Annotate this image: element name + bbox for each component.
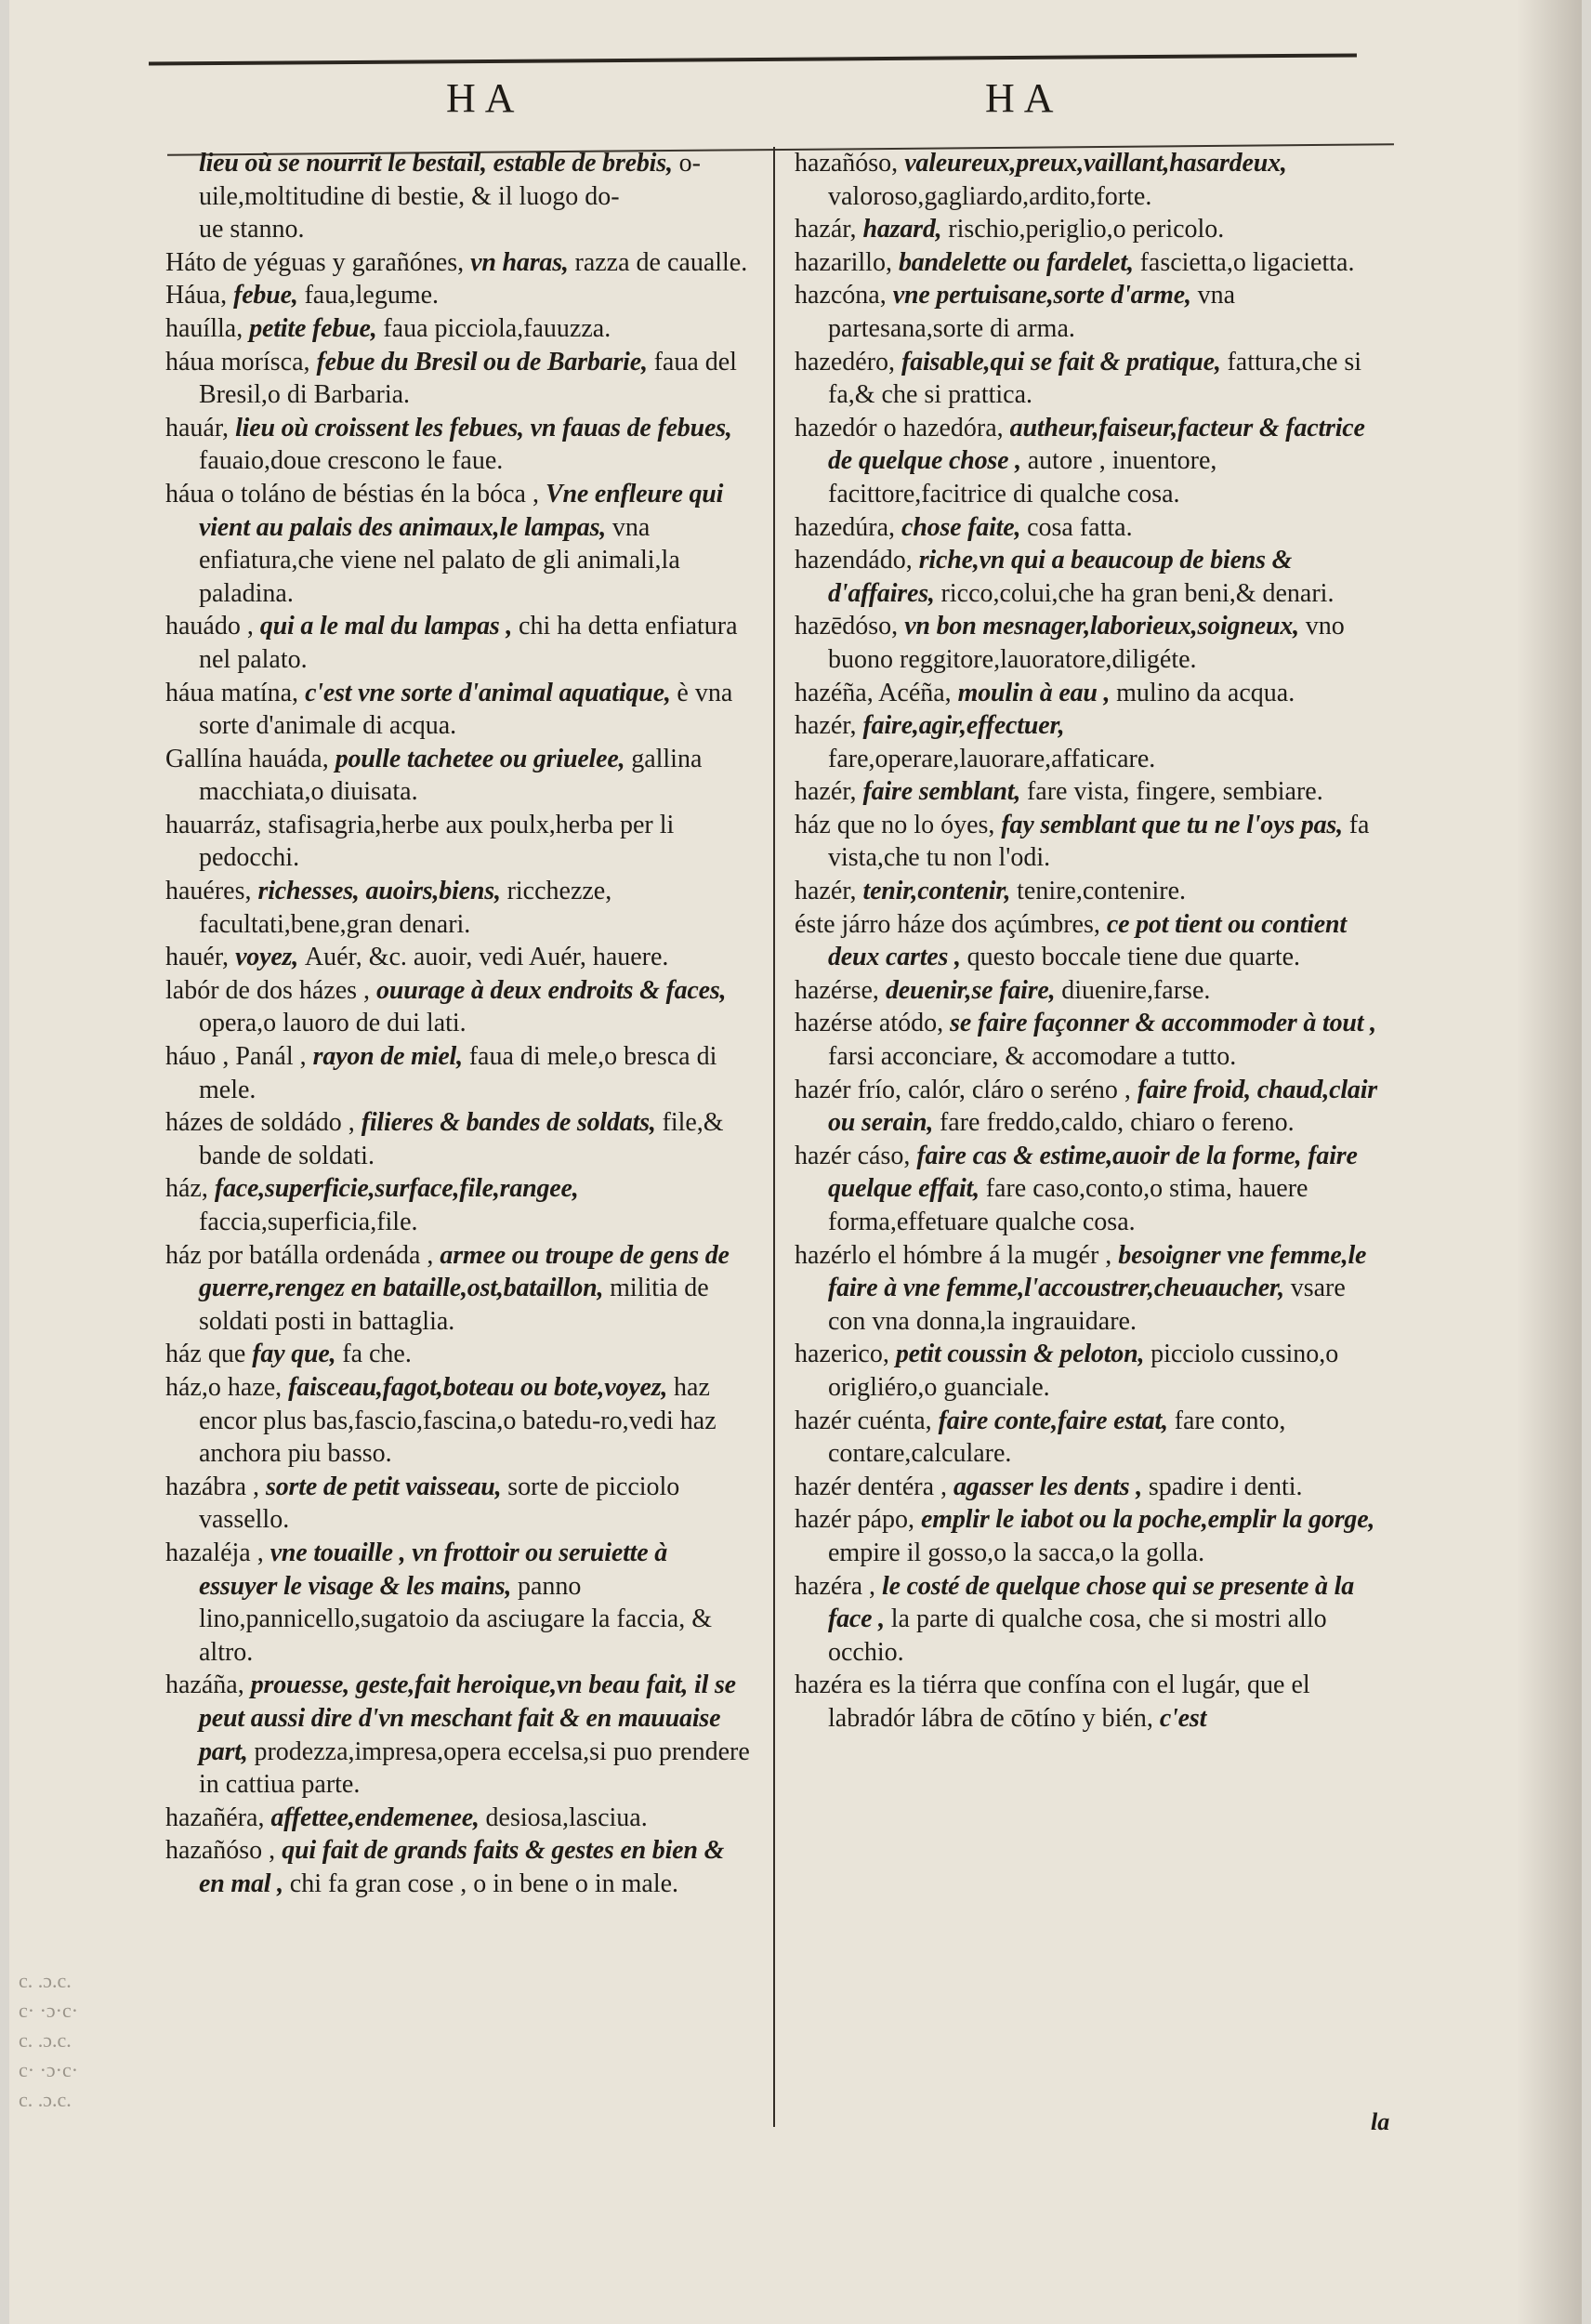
entry-headword: hazér, xyxy=(795,777,863,807)
entry-french-gloss: lieu où croissent les febues, vn fauas de febues, xyxy=(235,413,732,442)
entry-headword: hazarillo, xyxy=(795,247,899,277)
entry-italian-gloss: tenire,contenire. xyxy=(1017,877,1187,906)
dictionary-entry xyxy=(795,1471,1380,1504)
dictionary-entry xyxy=(165,478,751,610)
entry-french-gloss: armee ou troupe de gens de guerre,rengez en bataille,ost,bataillon, xyxy=(199,1240,730,1303)
entry-headword: hazedúra, xyxy=(795,512,902,542)
entry-italian-gloss: militia de soldati posti in battaglia. xyxy=(199,1274,709,1336)
entry-french-gloss: richesses, auoirs,biens, xyxy=(257,877,507,906)
entry-italian-gloss: haz encor plus bas,fascio,fascina,o batedu-ro,vedi haz anchora piu basso. xyxy=(199,1372,717,1469)
entry-italian-gloss: la parte di qualche cosa, che si mostri allo occhio. xyxy=(828,1604,1327,1667)
entry-french-gloss: faisceau,fagot,boteau ou bote,voyez, xyxy=(288,1372,675,1402)
dictionary-entry xyxy=(165,610,751,676)
dictionary-entry xyxy=(795,1570,1380,1670)
entry-french-gloss: faire semblant, xyxy=(862,777,1027,807)
dictionary-entry xyxy=(165,875,751,941)
entry-headword: hazaléja , xyxy=(165,1538,270,1567)
entry-french-gloss: ce pot tient ou contient deux cartes , xyxy=(828,909,1347,972)
entry-italian-gloss: vna partesana,sorte di arma. xyxy=(828,281,1236,343)
entry-french-gloss: agasser les dents , xyxy=(953,1472,1149,1501)
entry-headword: hazérse atódo, xyxy=(795,1009,951,1038)
entry-french-gloss: rayon de miel, xyxy=(312,1042,469,1072)
entry-headword: háua o toláno de béstias én la bóca , xyxy=(165,479,546,508)
entry-italian-gloss: fare conto, contare,calculare. xyxy=(828,1406,1286,1469)
entry-headword: hazēdóso, xyxy=(795,612,905,641)
entry-italian-gloss: Auér, &c. auoir, vedi Auér, hauere. xyxy=(304,943,669,972)
dictionary-entry xyxy=(795,908,1380,974)
dictionary-entry xyxy=(165,743,751,809)
entry-italian-gloss: farsi acconciare, & accomodare a tutto. xyxy=(828,1042,1237,1072)
entry-headword: hazedór o hazedóra, xyxy=(795,413,1010,442)
entry-italian-gloss: panno lino,pannicello,sugatoio da asciugare la faccia, & altro. xyxy=(199,1571,713,1667)
right-column xyxy=(795,147,1380,1736)
dictionary-entry xyxy=(795,1140,1380,1239)
dictionary-entry xyxy=(165,1371,751,1471)
entry-headword: hauílla, xyxy=(165,313,250,343)
entry-french-gloss: febue, xyxy=(233,281,305,310)
entry-italian-gloss: mulino da acqua. xyxy=(1116,678,1295,707)
entry-french-gloss: sorte de petit vaisseau, xyxy=(266,1472,508,1501)
entry-french-gloss: fay que, xyxy=(252,1340,343,1369)
entry-french-gloss: besoigner vne femme,le faire à vne femme,l'accoustrer,cheuaucher, xyxy=(828,1240,1367,1303)
entry-headword: háuo , Panál , xyxy=(165,1042,313,1072)
margin-mark: c· ·ɔ·c· xyxy=(19,2058,79,2081)
entry-headword: hauár, xyxy=(165,413,236,442)
running-head-left: HA xyxy=(446,75,524,121)
entry-headword: ház que xyxy=(165,1340,253,1369)
dictionary-entry xyxy=(795,279,1380,345)
entry-headword: hazcóna, xyxy=(795,281,893,310)
dictionary-entry xyxy=(795,147,1380,213)
entry-french-gloss: faisable,qui se fait & pratique, xyxy=(901,347,1228,376)
entry-headword: házes de soldádo , xyxy=(165,1108,362,1138)
entry-italian-gloss: opera,o lauoro de dui lati. xyxy=(199,1009,467,1038)
entry-italian-gloss: faua picciola,fauuzza. xyxy=(383,313,611,343)
entry-french-gloss: autheur,faiseur,facteur & factrice de quelque chose , xyxy=(828,413,1365,476)
entry-italian-gloss: fattura,che si fa,& che si prattica. xyxy=(828,347,1362,410)
top-rule xyxy=(149,53,1357,65)
entry-italian-gloss: fascietta,o ligacietta. xyxy=(1139,247,1355,277)
entry-french-gloss: febue du Bresil ou de Barbarie, xyxy=(316,347,654,376)
dictionary-entry xyxy=(165,412,751,478)
entry-headword: hazér cuénta, xyxy=(795,1406,939,1435)
entry-headword: hazábra , xyxy=(165,1472,267,1501)
entry-headword: hazáña, xyxy=(165,1670,251,1700)
dictionary-entry xyxy=(795,1074,1380,1140)
entry-italian-gloss: stafisagria,herbe aux poulx,herba per li pedocchi. xyxy=(199,810,675,873)
entry-french-gloss: chose faite, xyxy=(901,512,1028,542)
entry-headword: hazér pápo, xyxy=(795,1505,922,1535)
entry-italian-gloss: autore , inuentore, facittore,facitrice di qualche cosa. xyxy=(828,446,1217,508)
book-page xyxy=(9,0,1582,2324)
dictionary-entry xyxy=(165,1338,751,1371)
dictionary-entry xyxy=(795,1239,1380,1339)
entry-italian-gloss: fauaio,doue crescono le faue. xyxy=(199,446,504,476)
dictionary-entry xyxy=(165,1802,751,1835)
entry-italian-gloss: prodezza,impresa,opera eccelsa,si puo prendere in cattiua parte. xyxy=(199,1736,750,1800)
entry-italian-gloss: gallina macchiata,o diuisata. xyxy=(199,744,703,807)
dictionary-entry xyxy=(165,941,751,974)
dictionary-entry xyxy=(165,1471,751,1537)
entry-headword: hazañéra, xyxy=(165,1802,271,1832)
entry-italian-gloss: ricchezze, facultati,bene,gran denari. xyxy=(199,877,612,939)
entry-french-gloss: affettee,endemenee, xyxy=(270,1802,486,1832)
entry-headword: hauarráz, xyxy=(165,810,269,839)
dictionary-entry xyxy=(165,1106,751,1172)
entry-italian-gloss: fare vista, fingere, sembiare. xyxy=(1026,777,1323,807)
dictionary-entry xyxy=(795,610,1380,676)
margin-mark: c. .ɔ.c. xyxy=(19,2088,72,2111)
dictionary-entry xyxy=(165,677,751,743)
dictionary-entry xyxy=(165,809,751,875)
entry-headword: hazañóso , xyxy=(165,1836,283,1866)
entry-headword: ház que no lo óyes, xyxy=(795,810,1002,839)
dictionary-entry xyxy=(795,246,1380,280)
entry-french-gloss: faire froid, chaud,clair ou serain, xyxy=(828,1075,1378,1138)
left-column xyxy=(165,147,751,1900)
bleed-through-marks xyxy=(19,1966,158,2115)
entry-headword: ház, xyxy=(165,1174,215,1204)
margin-mark: c. .ɔ.c. xyxy=(19,1969,72,1992)
dictionary-entry xyxy=(795,1007,1380,1073)
entry-italian-gloss: faua,legume. xyxy=(304,281,440,310)
entry-french-gloss: le costé de quelque chose qui se presente à la face , xyxy=(828,1571,1354,1634)
entry-french-gloss: vn bon mesnager,laborieux,soigneux, xyxy=(904,612,1306,641)
entry-french-gloss: riche,vn qui a beaucoup de biens & d'affaires, xyxy=(828,546,1293,608)
entry-headword: hazéra , xyxy=(795,1571,883,1601)
entry-headword: Háua, xyxy=(165,281,234,310)
entry-headword: éste járro háze dos açúmbres, xyxy=(795,909,1107,939)
entry-french-gloss: faire cas & estime,auoir de la forme, faire quelque effait, xyxy=(828,1141,1358,1204)
entry-italian-gloss: uile,moltitudine di bestie, & il luogo do- xyxy=(199,181,620,211)
entry-italian-gloss: empire il gosso,o la sacca,o la golla. xyxy=(828,1538,1205,1567)
entry-italian-gloss: è vna sorte d'animale di acqua. xyxy=(199,678,733,741)
entry-headword: hazedéro, xyxy=(795,347,902,376)
entry-italian-gloss: picciolo cussino,o origliéro,o guanciale. xyxy=(828,1340,1339,1402)
entry-french-gloss: Vne enfleure qui vient au palais des animaux,le lampas, xyxy=(199,479,724,542)
dictionary-entry xyxy=(795,1669,1380,1735)
entry-headword: hazár, xyxy=(795,215,863,244)
entry-italian-gloss: questo boccale tiene due quarte. xyxy=(966,943,1301,972)
entry-italian-gloss: faua di mele,o bresca di mele. xyxy=(199,1042,717,1104)
entry-headword: hazerico, xyxy=(795,1340,896,1369)
dictionary-entry xyxy=(795,1405,1380,1471)
entry-headword: hazendádo, xyxy=(795,546,919,575)
column-divider xyxy=(773,147,775,2127)
margin-mark: c. .ɔ.c. xyxy=(19,2028,72,2052)
entry-french-gloss: qui a le mal du lampas , xyxy=(259,612,519,641)
dictionary-entry xyxy=(795,677,1380,710)
entry-headword: hazañóso, xyxy=(795,149,905,178)
dictionary-entry xyxy=(165,1172,751,1238)
entry-headword: hazér, xyxy=(795,877,863,906)
entry-italian-gloss: cosa fatta. xyxy=(1027,512,1133,542)
entry-french-gloss: se faire façonner & accommoder à tout , xyxy=(950,1009,1376,1038)
entry-headword: hazérse, xyxy=(795,975,886,1005)
dictionary-entry xyxy=(795,809,1380,875)
entry-french-gloss: bandelette ou fardelet, xyxy=(898,247,1140,277)
entry-french-gloss: filieres & bandes de soldats, xyxy=(361,1108,663,1138)
entry-italian-gloss: o- xyxy=(678,149,701,178)
entry-french-gloss: c'est vne sorte d'animal aquatique, xyxy=(305,678,677,707)
entry-headword: hazér dentéra , xyxy=(795,1472,953,1501)
entry-italian-gloss: ricco,colui,che ha gran beni,& denari. xyxy=(940,578,1335,608)
dictionary-entry xyxy=(795,1503,1380,1569)
entry-french-gloss: prouesse, geste,fait heroique,vn beau fait, il se peut aussi dire d'vn meschant fait & en mauuaise part, xyxy=(199,1670,736,1766)
entry-headword: labór de dos házes , xyxy=(165,975,377,1005)
dictionary-entry xyxy=(165,974,751,1040)
entry-italian-gloss: faccia,superficia,file. xyxy=(199,1208,418,1236)
entry-headword: háua matína, xyxy=(165,678,306,707)
dictionary-entry xyxy=(795,1338,1380,1404)
entry-french-gloss: lieu où se nourrit le bestail, estable de brebis, xyxy=(199,149,679,178)
dictionary-entry xyxy=(795,213,1380,246)
dictionary-entry xyxy=(795,775,1380,809)
entry-french-gloss: voyez, xyxy=(235,943,305,972)
dictionary-entry xyxy=(795,709,1380,775)
entry-italian-gloss: rischio,periglio,o pericolo. xyxy=(948,215,1225,244)
entry-italian-gloss: chi fa gran cose , o in bene o in male. xyxy=(289,1868,679,1898)
entry-french-gloss: valeureux,preux,vaillant,hasardeux, xyxy=(904,149,1287,178)
entry-italian-gloss: vsare con vna donna,la ingrauidare. xyxy=(828,1274,1346,1336)
entry-italian-gloss: vno buono reggitore,lauoratore,diligéte. xyxy=(828,612,1345,674)
entry-headword: hazér cáso, xyxy=(795,1141,917,1170)
catchword: la xyxy=(1371,2108,1390,2135)
entry-italian-gloss: desiosa,lasciua. xyxy=(485,1802,648,1832)
dictionary-entry xyxy=(165,1040,751,1106)
entry-french-gloss: petit coussin & peloton, xyxy=(895,1340,1151,1369)
entry-italian-gloss: fa che. xyxy=(342,1340,412,1369)
entry-french-gloss: vne touaille , vn frottoir ou seruiette à essuyer le visage & les mains, xyxy=(199,1538,668,1601)
dictionary-entry xyxy=(165,279,751,312)
entry-headword: hauér, xyxy=(165,943,236,972)
margin-mark: c· ·ɔ·c· xyxy=(19,1999,79,2022)
entry-french-gloss: fay semblant que tu ne l'oys pas, xyxy=(1001,810,1349,839)
entry-italian-gloss: chi ha detta enfiatura nel palato. xyxy=(199,612,738,674)
entry-italian-gloss: fare caso,conto,o stima, hauere forma,effetuare qualche cosa. xyxy=(828,1174,1308,1236)
entry-french-gloss: hazard, xyxy=(862,215,949,244)
dictionary-entry xyxy=(795,875,1380,908)
dictionary-entry xyxy=(795,974,1380,1008)
entry-headword: Háto de yéguas y garañónes, xyxy=(165,247,471,277)
entry-headword: hauéres, xyxy=(165,877,258,906)
entry-headword: hazéra es la tiérra que confína con el lugár, que el labradór lábra de cōtíno y bién, xyxy=(795,1670,1310,1733)
entry-italian-gloss: fare freddo,caldo, chiaro o fereno. xyxy=(939,1108,1295,1138)
entry-french-gloss: tenir,contenir, xyxy=(862,877,1018,906)
dictionary-entry xyxy=(165,147,751,180)
entry-headword: háua morísca, xyxy=(165,347,317,376)
running-head-right: HA xyxy=(985,75,1063,121)
entry-french-gloss: ouurage à deux endroits & faces, xyxy=(376,975,727,1005)
entry-french-gloss: vn haras, xyxy=(470,247,575,277)
entry-headword: hauádo , xyxy=(165,612,260,641)
entry-italian-gloss: file,& bande de soldati. xyxy=(199,1108,724,1170)
dictionary-entry xyxy=(165,180,751,214)
entry-italian-gloss: ue stanno. xyxy=(199,215,305,244)
entry-headword: hazér, xyxy=(795,711,863,741)
entry-italian-gloss: sorte de picciolo vassello. xyxy=(199,1472,680,1535)
entry-headword: ház,o haze, xyxy=(165,1372,289,1402)
entry-headword: hazéña, Acéña, xyxy=(795,678,958,707)
entry-italian-gloss: spadire i denti. xyxy=(1148,1472,1303,1501)
dictionary-entry xyxy=(165,312,751,346)
dictionary-entry xyxy=(165,1239,751,1339)
dictionary-entry xyxy=(795,511,1380,545)
entry-french-gloss: qui fait de grands faits & gestes en bien & en mal , xyxy=(199,1836,725,1898)
entry-french-gloss: deuenir,se faire, xyxy=(885,975,1062,1005)
dictionary-entry xyxy=(165,1537,751,1669)
entry-french-gloss: emplir le iabot ou la poche,emplir la gorge, xyxy=(921,1505,1375,1535)
dictionary-entry xyxy=(165,246,751,280)
entry-italian-gloss: fa vista,che tu non l'odi. xyxy=(828,810,1370,873)
dictionary-entry xyxy=(795,346,1380,412)
entry-french-gloss: faire conte,faire estat, xyxy=(938,1406,1175,1435)
dictionary-entry xyxy=(795,544,1380,610)
entry-italian-gloss: faua del Bresil,o di Barbaria. xyxy=(199,347,737,410)
entry-french-gloss: vne pertuisane,sorte d'arme, xyxy=(892,281,1198,310)
entry-headword: ház por batálla ordenáda , xyxy=(165,1240,440,1270)
dictionary-entry xyxy=(795,412,1380,511)
entry-headword: hazér frío, calór, cláro o seréno , xyxy=(795,1075,1137,1104)
entry-french-gloss: c'est xyxy=(1159,1703,1207,1733)
entry-italian-gloss: vna enfiatura,che viene nel palato de gli animali,la paladina. xyxy=(199,512,680,608)
entry-french-gloss: faire,agir,effectuer, xyxy=(862,711,1065,741)
entry-headword: hazérlo el hómbre á la mugér , xyxy=(795,1240,1119,1270)
dictionary-entry xyxy=(165,1669,751,1801)
entry-italian-gloss: valoroso,gagliardo,ardito,forte. xyxy=(828,181,1152,211)
dictionary-entry xyxy=(165,346,751,412)
entry-french-gloss: face,superficie,surface,file,rangee, xyxy=(214,1174,579,1204)
dictionary-entry xyxy=(165,213,751,246)
entry-french-gloss: moulin à eau , xyxy=(957,678,1117,707)
dictionary-entry xyxy=(165,1834,751,1900)
entry-french-gloss: poulle tachetee ou griuelee, xyxy=(335,744,632,773)
entry-french-gloss: petite febue, xyxy=(249,313,384,343)
entry-italian-gloss: fare,operare,lauorare,affaticare. xyxy=(828,744,1156,773)
entry-italian-gloss: diuenire,farse. xyxy=(1061,975,1211,1005)
entry-italian-gloss: razza de caualle. xyxy=(574,247,748,277)
gutter-shadow xyxy=(1517,0,1582,2324)
entry-headword: Gallína hauáda, xyxy=(165,744,335,773)
